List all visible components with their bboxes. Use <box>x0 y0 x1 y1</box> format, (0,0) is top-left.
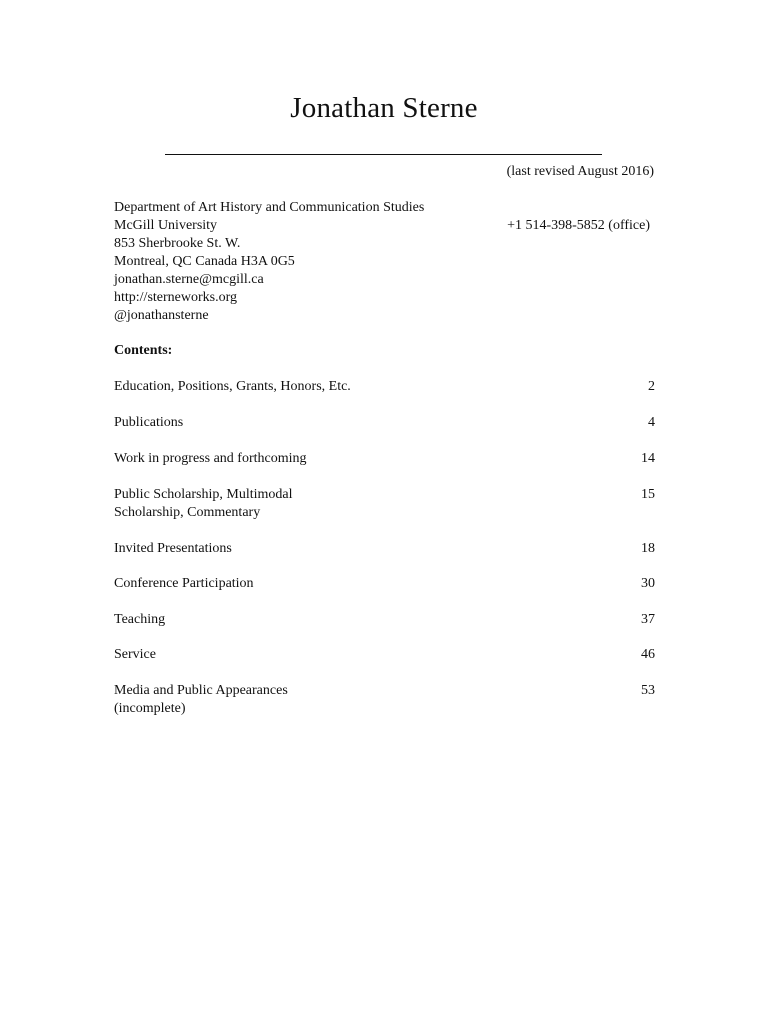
department-line: Department of Art History and Communication Studies <box>114 200 425 215</box>
street-line: 853 Sherbrooke St. W. <box>114 236 241 251</box>
contents-heading: Contents: <box>114 343 173 358</box>
toc-entry-label <box>114 414 183 432</box>
toc-entry-label-line: Conference Participation <box>114 576 254 591</box>
toc-entry-label-line: Publications <box>114 415 184 430</box>
title-underline-rule <box>165 154 602 155</box>
toc-entry-page-number: 53 <box>641 683 655 698</box>
toc-entry-label <box>114 575 254 593</box>
toc-entry-page-number: 4 <box>648 415 655 430</box>
toc-entry-label <box>114 611 165 629</box>
toc-entry-page-number: 14 <box>641 451 655 466</box>
contact-address-block <box>114 199 424 325</box>
toc-entry-label-line: Teaching <box>114 612 166 627</box>
toc-entry-label-line: (incomplete) <box>114 701 186 716</box>
twitter-handle: @jonathansterne <box>114 308 209 323</box>
toc-entry-page-number: 30 <box>641 576 655 591</box>
city-line: Montreal, QC Canada H3A 0G5 <box>114 254 295 269</box>
toc-entry-label-line: Invited Presentations <box>114 541 232 556</box>
toc-entry-page-number: 18 <box>641 541 655 556</box>
toc-entry-label <box>114 486 293 522</box>
toc-entry-label <box>114 540 232 558</box>
toc-entry-page-number: 46 <box>641 647 655 662</box>
office-phone: +1 514-398-5852 (office) <box>507 218 650 233</box>
toc-entry-page-number: 15 <box>641 487 655 502</box>
last-revised-note: (last revised August 2016) <box>506 164 654 179</box>
email-link[interactable]: jonathan.sterne@mcgill.ca <box>114 272 264 287</box>
toc-entry-label <box>114 378 351 396</box>
toc-entry-label-line: Public Scholarship, Multimodal <box>114 487 293 502</box>
toc-entry-label-line: Service <box>114 647 156 662</box>
cv-name-title: Jonathan Sterne <box>290 92 478 124</box>
toc-entry-label-line: Media and Public Appearances <box>114 683 288 698</box>
toc-entry-label-line: Scholarship, Commentary <box>114 505 261 520</box>
toc-entry-label <box>114 646 156 664</box>
toc-entry-page-number: 37 <box>641 612 655 627</box>
toc-entry-page-number: 2 <box>648 379 655 394</box>
toc-entry-label-line: Work in progress and forthcoming <box>114 451 307 466</box>
toc-entry-label-line: Education, Positions, Grants, Honors, Etc. <box>114 379 351 394</box>
toc-entry-label <box>114 450 307 468</box>
toc-entry-label <box>114 682 288 718</box>
university-line: McGill University <box>114 218 218 233</box>
website-link[interactable]: http://sterneworks.org <box>114 290 238 305</box>
